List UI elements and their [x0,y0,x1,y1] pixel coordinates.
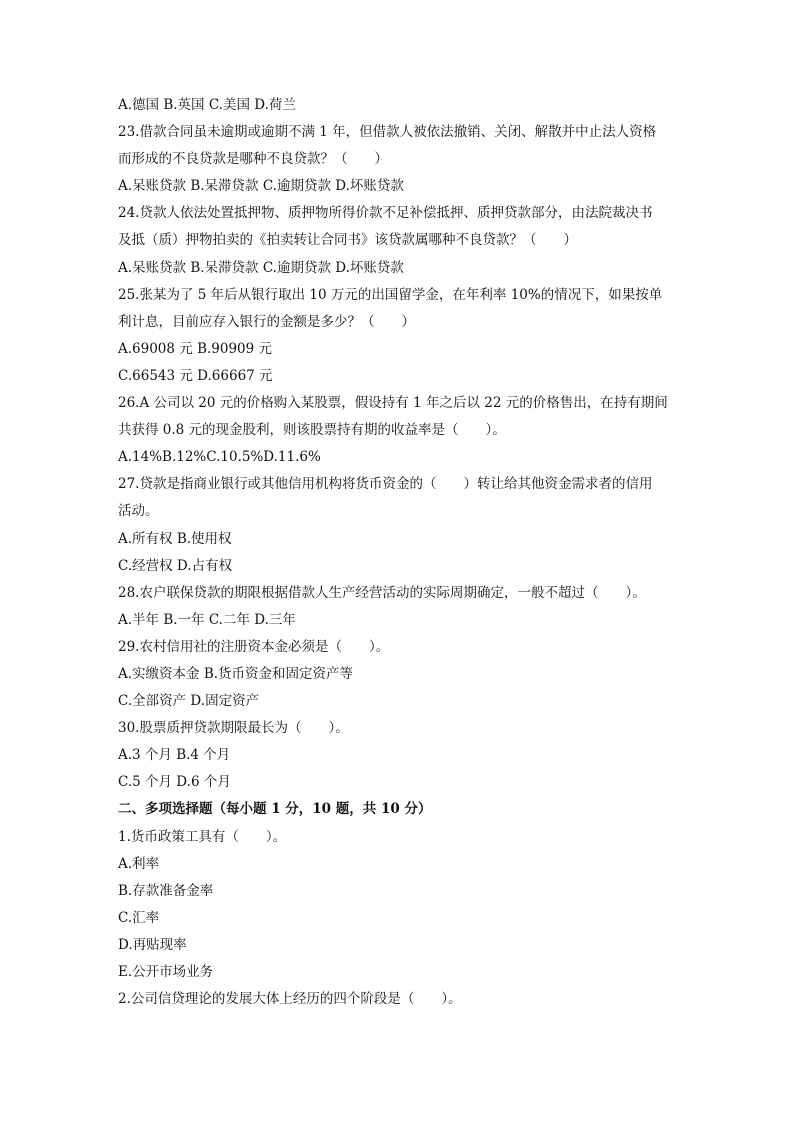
text-line: 24.贷款人依法处置抵押物、质押物所得价款不足补偿抵押、质押贷款部分，由法院裁决书 [118,205,653,222]
text-line: 29.农村信用社的注册资本金必须是（ ）。 [118,638,390,655]
text-line: A.14%B.12%C.10.5%D.11.6% [118,449,321,466]
text-line: 共获得 0.8 元的现金股利，则该股票持有期的收益率是（ ）。 [118,422,506,439]
text-line: C.5 个月 D.6 个月 [118,774,231,791]
section-heading: 二、多项选择题（每小题 1 分，10 题，共 10 分） [118,801,432,818]
text-line: C.全部资产 D.固定资产 [118,693,260,710]
text-line: A.69008 元 B.90909 元 [118,340,273,357]
text-line: A.所有权 B.使用权 [118,530,232,547]
text-line: A.半年 B.一年 C.二年 D.三年 [118,611,296,628]
text-line: 1.货币政策工具有（ ）。 [118,828,287,845]
text-line: B.存款准备金率 [118,882,214,899]
text-line: 23.借款合同虽未逾期或逾期不满 1 年，但借款人被依法撤销、关闭、解散并中止法人资格 [118,124,657,141]
text-line: A.利率 [118,855,160,872]
text-line: A.实缴资本金 B.货币资金和固定资产等 [118,665,354,682]
exam-questions-body [118,92,683,1013]
text-line: 28.农户联保贷款的期限根据借款人生产经营活动的实际周期确定，一般不超过（ ）。 [118,584,646,601]
text-line: 及抵（质）押物拍卖的《拍卖转让合同书》该贷款属哪种不良贷款？（ ） [118,232,577,249]
text-line: C.66543 元 D.66667 元 [118,367,273,384]
text-line: 26.A 公司以 20 元的价格购入某股票，假设持有 1 年之后以 22 元的价格售出，在持有期间 [118,395,668,412]
text-line: D.再贴现率 [118,936,187,953]
text-line: A.德国 B.英国 C.美国 D.荷兰 [118,97,296,113]
text-line: 活动。 [118,503,159,520]
text-line: E.公开市场业务 [118,964,214,980]
text-line: A.呆账贷款 B.呆滞贷款 C.逾期贷款 D.坏账贷款 [118,259,404,276]
text-line: C.汇率 [118,909,160,926]
text-line: 27.贷款是指商业银行或其他信用机构将货币资金的（ ）转让给其他资金需求者的信用 [118,476,653,493]
text-line: 2.公司信贷理论的发展大体上经历的四个阶段是（ ）。 [118,991,462,1008]
text-line: 而形成的不良贷款是哪种不良贷款？（ ） [118,151,388,168]
text-line: 30.股票质押贷款期限最长为（ ）。 [118,720,349,737]
text-line: C.经营权 D.占有权 [118,557,233,574]
text-line: A.3 个月 B.4 个月 [118,747,231,764]
text-line: A.呆账贷款 B.呆滞贷款 C.逾期贷款 D.坏账贷款 [118,178,404,195]
text-line: 25.张某为了 5 年后从银行取出 10 万元的出国留学金，在年利率 10%的情况下，如果按单 [118,286,663,303]
text-line: 利计息，目前应存入银行的金额是多少？（ ） [118,313,415,330]
